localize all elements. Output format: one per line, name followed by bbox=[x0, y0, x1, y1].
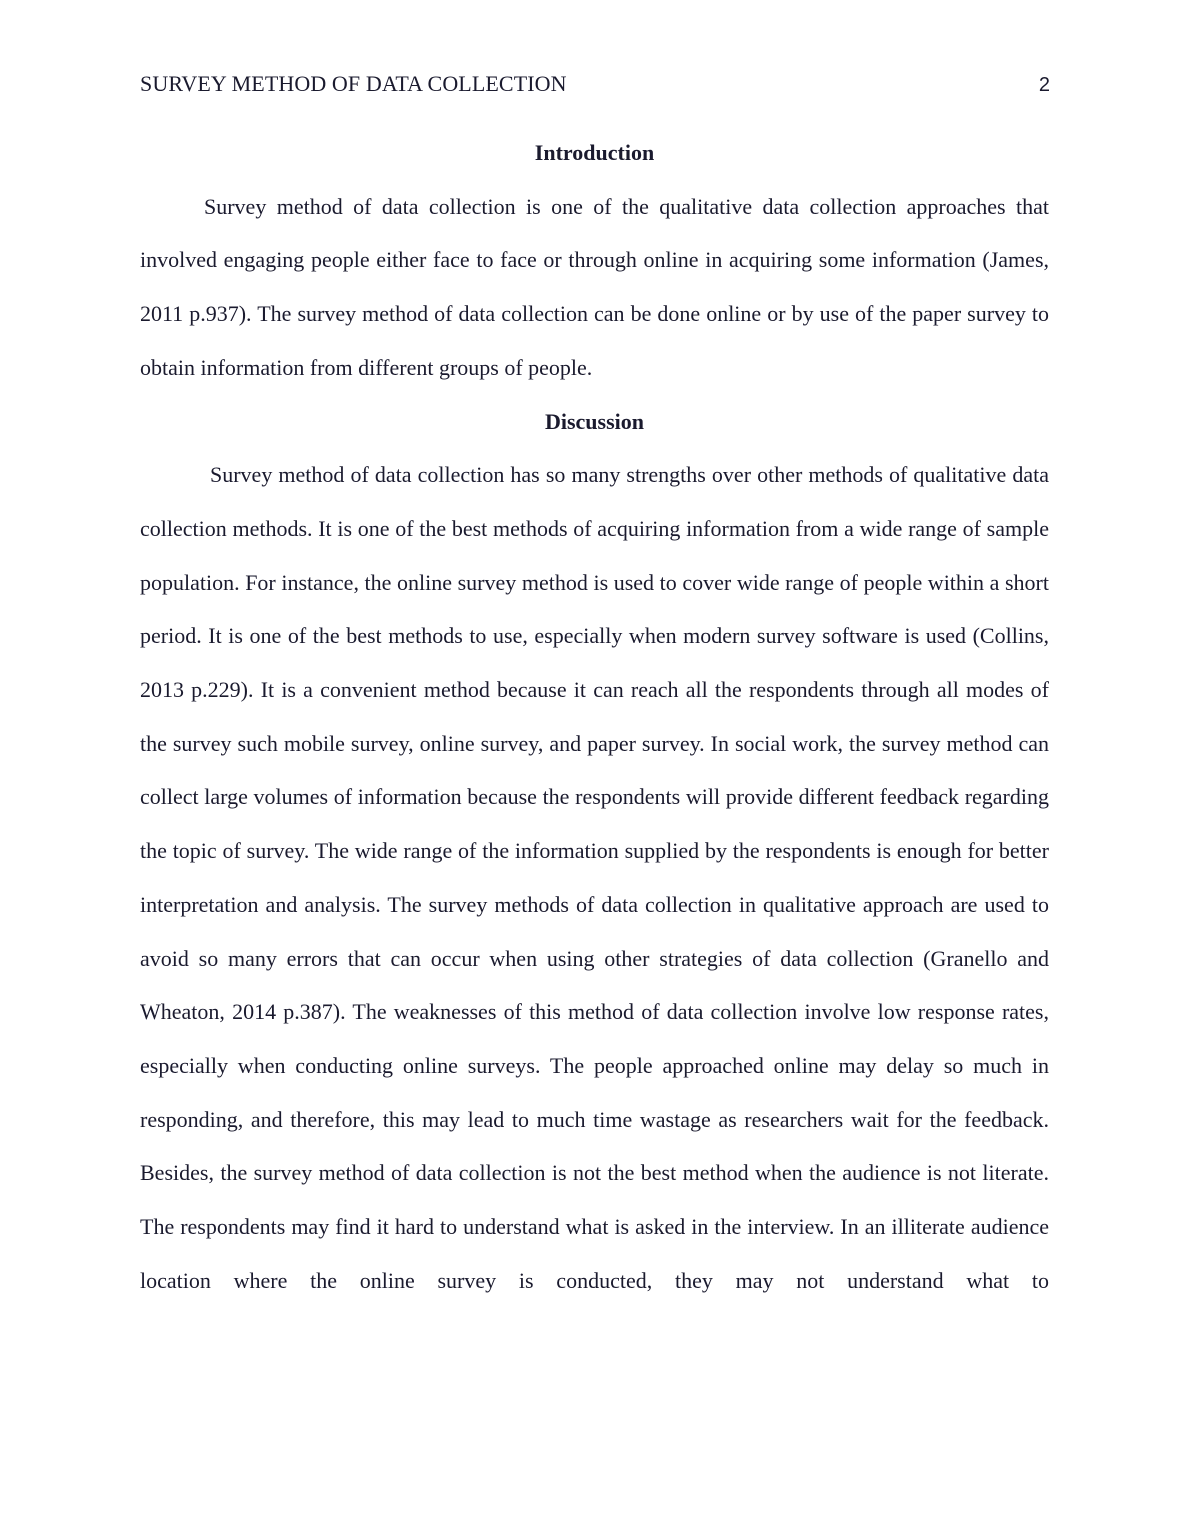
document-body bbox=[140, 126, 1049, 1307]
discussion-paragraph: Survey method of data collection has so many strengths over other methods of qualitative data collection methods. It is one of the best methods of acquiring information from a wide range of sample population. For instance, the online survey method is used to cover wide range of people within a short period. It is one of the best methods to use, especially when modern survey software is used (Collins, 2013 p.229). It is a convenient method because it can reach all the respondents through all modes of the survey such mobile survey, online survey, and paper survey. In social work, the survey method can collect large volumes of information because the respondents will provide different feedback regarding the topic of survey. The wide range of the information supplied by the respondents is enough for better interpretation and analysis. The survey methods of data collection in qualitative approach are used to avoid so many errors that can occur when using other strategies of data collection (Granello and Wheaton, 2014 p.387). The weaknesses of this method of data collection involve low response rates, especially when conducting online surveys. The people approached online may delay so much in responding, and therefore, this may lead to much time wastage as researchers wait for the feedback. Besides, the survey method of data collection is not the best method when the audience is not literate. The respondents may find it hard to understand what is asked in the interview. In an illiterate audience location where the online survey is conducted, they may not understand what to bbox=[140, 462, 1049, 1293]
introduction-paragraph: Survey method of data collection is one of the qualitative data collection approaches that involved engaging people either face to face or through online in acquiring some information (James, 2011 p.937). The survey method of data collection can be done online or by use of the paper survey to obtain information from different groups of people. bbox=[140, 193, 1049, 380]
discussion-heading: Discussion bbox=[544, 408, 645, 434]
page-number: 2 bbox=[1038, 74, 1050, 96]
running-head: SURVEY METHOD OF DATA COLLECTION bbox=[140, 71, 567, 96]
introduction-heading: Introduction bbox=[534, 140, 655, 165]
